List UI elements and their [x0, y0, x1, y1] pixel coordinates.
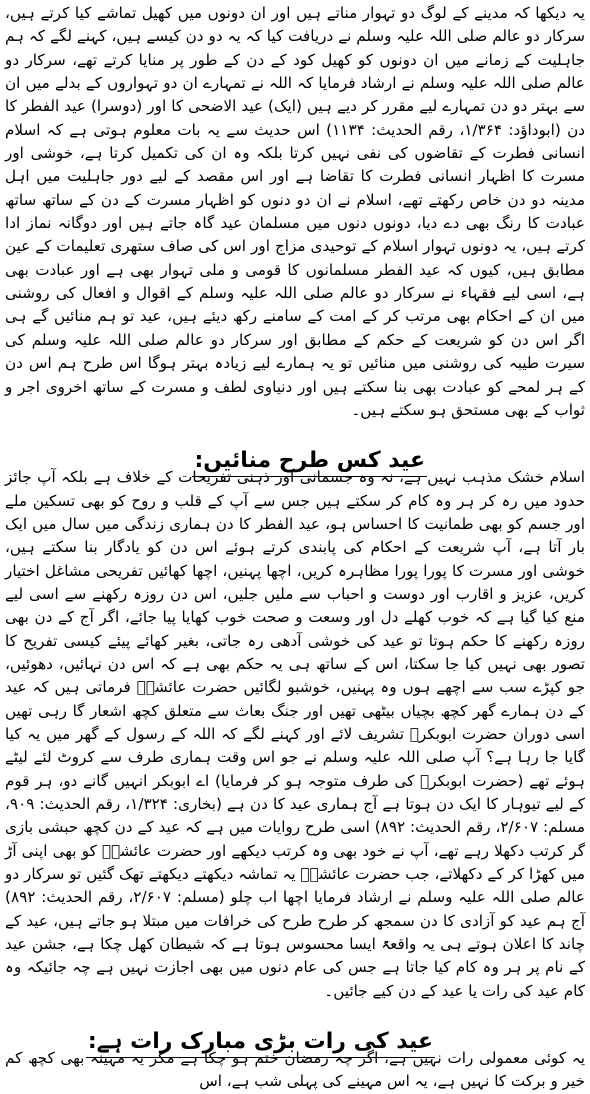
- how-to-celebrate-paragraph: اسلام خشک مذہب نہیں ہے، نہ وہ جسمانی اور ذہنی تفریحات کے خلاف ہے بلکہ آپ جائز حدود میں رہ کر ہر وہ کام کر سکتے ہیں جس سے آپ کے قلب و روح کو بھی تسکین ملے اور جسم کو بھی طمانیت کا احساس ہو، عید الفطر کا دن ہماری زندگی میں سال میں ایک بار آتا ہے، آپ شریعت کے احکام کی پابندی کرتے ہوئے اس دن کو یادگار بنا سکتے ہیں، خوشی اور مسرت کا پورا پورا مظاہرہ کریں، اچھا پہنیں، اچھا کھائیں تفریحی مشاغل اختیار کریں، عزیز و اقارب اور دوست و احباب سے ملیں جلیں، اس دن روزہ رکھنے سے اسی لیے منع کیا گیا ہے کہ خوب کھلے دل اور وسعت و صحت خوب کھایا پیا جائے، اگر آج کے دن بھی روزہ رکھنے کا حکم ہوتا تو عید کی خوشی آدھی رہ جاتی، بغیر کھائے پیئے کیسی تفریح کا تصور بھی نہیں کیا جا سکتا، اس کے ساتھ ہی یہ حکم بھی ہے کہ اس دن نہائیں، دھوئیں، جو کپڑے سب سے اچھے ہوں وہ پہنیں، خوشبو لگائیں حضرت عائشہؓ فرماتی ہیں کہ عید کے دن ہمارے گھر کچھ بچیاں بیٹھی تھیں اور جنگ بعاث سے متعلق کچھ اشعار گا رہی تھیں اسی دوران حضرت ابوبکرؓ تشریف لائے اور کہنے لگے کہ اللہ کے رسول کے گھر میں یہ کیا گایا جا رہا ہے؟ آپ صلی اللہ علیہ وسلم نے جو اس وقت ہماری طرف سے کروٹ لئے لیٹے ہوئے تھے (حضرت ابوبکرؓ کی طرف متوجہ ہو کر فرمایا) اے ابوبکر انہیں گانے دو، ہر قوم کے لیے تیوہار کا ایک دن ہوتا ہے آج ہماری عید کا دن ہے (بخاری: ۱/۳۲۴، رقم الحدیث: ۹۰۹، مسلم: ۲/۶۰۷، رقم الحدیث: ۸۹۲) اسی طرح روایات میں ہے کہ عید کے دن کچھ حبشی بازی گر کرتب دکھلا رہے تھے، آپ نے خود بھی وہ کرتب دیکھے اور حضرت عائشہؓ کو بھی اپنی آڑ میں کھڑا کر کے دکھلاتے، جب حضرت عائشہؓ یہ تماشہ دیکھتے دیکھتے تھک گئیں تو سرکار دو عالم صلی اللہ علیہ وسلم نے ارشاد فرمایا اچھا اب چلو (مسلم: ۲/۶۰۷، رقم الحدیث: ۸۹۲) آج ہم عید کو آزادی کا دن سمجھ کر طرح طرح کی خرافات میں مبتلا ہو جاتے ہیں، عید کے چاند کا اعلان ہوتے ہی یہ واقعۃً ایسا محسوس ہوتا ہے کہ شیطان کھل چکا ہے، جشن عید کے نام پر ہر وہ کام کیا جاتا ہے جس کی عام دنوں میں بھی اجازت نہیں ہے چہ جائیکہ وہ کام عید کی رات یا عید کے دن کیے جائیں۔: [5, 468, 586, 1000]
- intro-paragraph: یہ دیکھا کہ مدینے کے لوگ دو تہوار مناتے ہیں اور ان دونوں میں کھیل تماشے کیا کرتے ہیں، سرکار دو عالم صلی اللہ علیہ وسلم نے دریافت کیا کہ یہ دو دن کیسے ہیں، کہنے لگے کہ ہم جاہلیت کے زمانے میں ان دونوں کو کھیل کود کے دن کے طور پر منایا کرتے تھے، سرکار دو عالم صلی اللہ علیہ وسلم نے ارشاد فرمایا کہ اللہ نے تمہارے ان دو تہواروں کے بدلے میں ان سے بہتر دو دن تمہارے لیے مقرر کر دیے ہیں (ایک) عید الاضحی کا اور (دوسرا) عید الفطر کا دن (ابوداؤد: ۱/۳۶۴، رقم الحدیث: ۱۱۳۴) اس حدیث سے یہ بات معلوم ہوتی ہے کہ اسلام انسانی فطرت کے تقاضوں کی نفی نہیں کرتا بلکہ وہ ان کی تکمیل کرتا ہے، خوشی اور مسرت کا اظہار انسانی فطرت کا تقاضا ہے اور اس مقصد کے لیے دور جاہلیت میں اہل مدینہ دو دن خاص رکھتے تھے، اسلام نے ان دو دنوں کو اظہار مسرت کے دن کے ساتھ ساتھ عبادت کا رنگ بھی دے دیا، دونوں دنوں میں مسلمان عید گاہ جاتے ہیں اور دوگانہ نماز ادا کرتے ہیں، یہ دونوں تہوار اسلام کے توحیدی مزاج اور اس کی صاف ستھری تعلیمات کے عین مطابق ہیں، کیوں کہ عید الفطر مسلمانوں کا قومی و ملی تہوار بھی ہے اور عبادت بھی ہے، اسی لیے فقہاء نے سرکار دو عالم صلی اللہ علیہ وسلم کے اقوال و افعال کی روشنی میں ان کے احکام بھی مرتب کر کے امت کے سامنے رکھ دیئے ہیں، عید تو ہم منائیں گے ہی اگر اس دن کو شریعت کے حکم کے مطابق اور سرکار دو عالم صلی اللہ علیہ وسلم کی سیرت طیبہ کی روشنی میں منائیں تو یہ ہمارے لیے زیادہ بہتر ہوگا اس طرح ہم اس دن کے ہر لمحے کو عبادت بھی بنا سکتے ہیں اور دنیاوی لطف و مسرت کے ساتھ اخروی اجر و ثواب کے بھی مستحق ہو سکتے ہیں۔: [5, 4, 585, 419]
- how-to-celebrate-section: [5, 428, 585, 1003]
- eid-night-paragraph: یہ کوئی معمولی رات نہیں ہے، اگر چہ رمضان ختم ہو چکا ہے مگر یہ مہینہ بھی کچھ کم خیر و برکت کا نہیں ہے، یہ اس مہینے کی پہلی شب ہے، اس: [5, 1049, 585, 1091]
- intro-section: [5, 2, 585, 422]
- eid-night-section: [5, 1009, 585, 1094]
- heading-wrap: [5, 1009, 585, 1055]
- section-heading-eid-night: عید کی رات بڑی مبارک رات ہے:: [86, 1027, 435, 1058]
- section-heading-how-to-celebrate: عید کس طرح منائیں:: [192, 446, 427, 477]
- heading-wrap: [5, 428, 585, 474]
